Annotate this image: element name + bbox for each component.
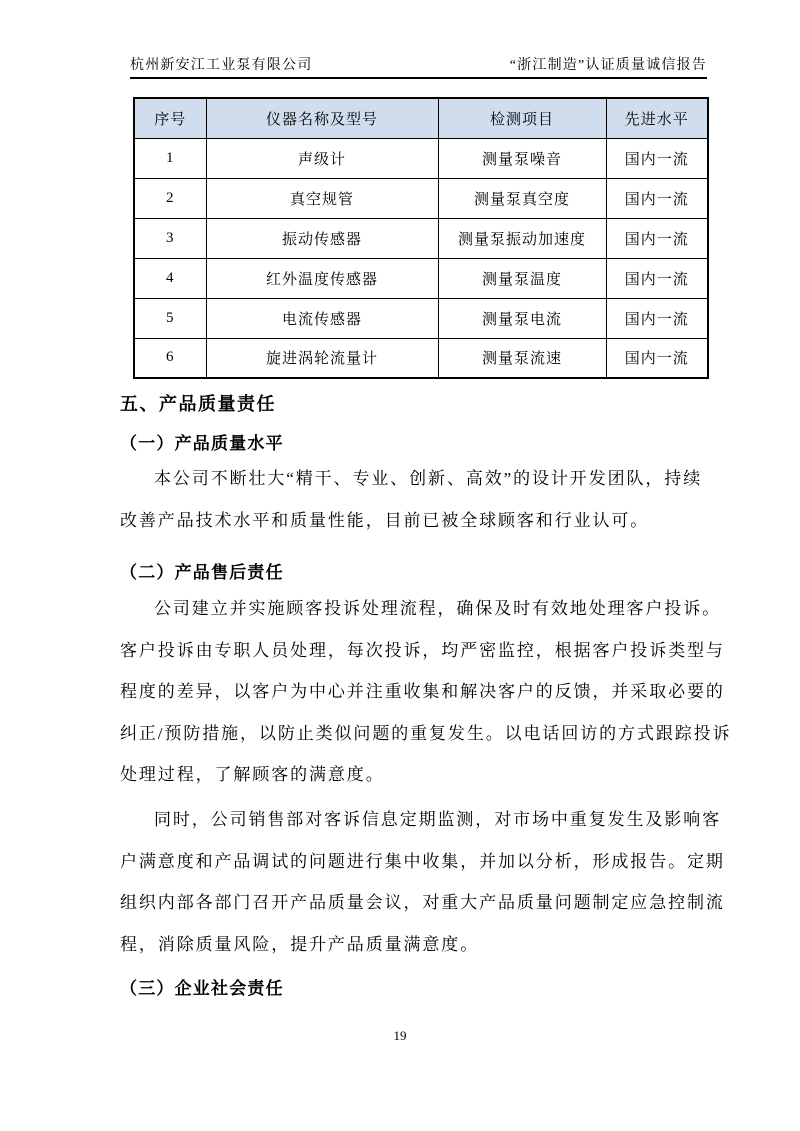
- cell-test-item: 测量泵真空度: [438, 178, 606, 218]
- cell-index: 3: [134, 218, 206, 258]
- paragraph-line: 本公司不断壮大“精干、专业、创新、高效”的设计开发团队，持续: [154, 469, 703, 488]
- cell-instrument: 振动传感器: [206, 218, 438, 258]
- paragraph-line: 改善产品技术水平和质量性能，目前已被全球顾客和行业认可。: [120, 510, 650, 530]
- page-number: 19: [393, 1028, 407, 1043]
- header-report-title: “浙江制造”认证质量诚信报告: [509, 58, 707, 73]
- table-row: [134, 138, 708, 178]
- cell-test-item: 测量泵电流: [438, 298, 606, 338]
- cell-instrument: 电流传感器: [206, 298, 438, 338]
- cell-level: 国内一流: [606, 298, 708, 338]
- table-header-row: [134, 98, 708, 138]
- col-header-index: 序号: [134, 98, 206, 138]
- paragraph-aftersale-1: [120, 588, 732, 796]
- paragraph-line: 程，消除质量风险，提升产品质量满意度。: [120, 934, 480, 954]
- cell-test-item: 测量泵流速: [438, 338, 606, 378]
- table-row: [134, 298, 708, 338]
- table-row: [134, 218, 708, 258]
- table-row: [134, 338, 708, 378]
- paragraph-line: 客户投诉由专职人员处理，每次投诉，均严密监控，根据客户投诉类型与: [120, 640, 725, 660]
- table-row: [134, 258, 708, 298]
- cell-index: 6: [134, 338, 206, 378]
- paragraph-line: 程度的差异，以客户为中心并注重收集和解决客户的反馈，并采取必要的: [120, 682, 725, 701]
- paragraph-aftersale-2: [120, 799, 725, 965]
- instruments-table: [133, 97, 709, 379]
- cell-index: 4: [134, 258, 206, 298]
- cell-level: 国内一流: [606, 218, 708, 258]
- subsection-heading-quality-level: （一）产品质量水平: [120, 434, 284, 453]
- cell-level: 国内一流: [606, 178, 708, 218]
- col-header-test-item: 检测项目: [438, 98, 606, 138]
- cell-level: 国内一流: [606, 258, 708, 298]
- paragraph-line: 纠正/预防措施，以防止类似问题的重复发生。以电话回访的方式跟踪投诉: [120, 723, 732, 743]
- cell-instrument: 真空规管: [206, 178, 438, 218]
- cell-instrument: 声级计: [206, 138, 438, 178]
- cell-index: 1: [134, 138, 206, 178]
- section-heading-product-quality-responsibility: 五、产品质量责任: [120, 394, 276, 414]
- subsection-heading-social-responsibility: （三）企业社会责任: [120, 979, 284, 998]
- col-header-instrument: 仪器名称及型号: [206, 98, 438, 138]
- cell-index: 5: [134, 298, 206, 338]
- paragraph-line: 同时，公司销售部对客诉信息定期监测，对市场中重复发生及影响客: [154, 810, 721, 829]
- paragraph-quality-level: [120, 458, 714, 541]
- cell-index: 2: [134, 178, 206, 218]
- running-header: [130, 54, 707, 79]
- header-company-name: 杭州新安江工业泵有限公司: [130, 58, 313, 73]
- cell-instrument: 旋进涡轮流量计: [206, 338, 438, 378]
- cell-test-item: 测量泵温度: [438, 258, 606, 298]
- paragraph-line: 处理过程，了解顾客的满意度。: [120, 765, 385, 784]
- subsection-heading-aftersale-responsibility: （二）产品售后责任: [120, 563, 284, 582]
- col-header-level: 先进水平: [606, 98, 708, 138]
- paragraph-line: 组织内部各部门召开产品质量会议，对重大产品质量问题制定应急控制流: [120, 893, 725, 912]
- paragraph-line: 公司建立并实施顾客投诉处理流程，确保及时有效地处理客户投诉。: [154, 599, 721, 618]
- instruments-table-wrap: [133, 97, 709, 379]
- cell-level: 国内一流: [606, 338, 708, 378]
- paragraph-line: 户满意度和产品调试的问题进行集中收集，并加以分析，形成报告。定期: [120, 851, 725, 871]
- cell-test-item: 测量泵振动加速度: [438, 218, 606, 258]
- cell-test-item: 测量泵噪音: [438, 138, 606, 178]
- cell-level: 国内一流: [606, 138, 708, 178]
- table-row: [134, 178, 708, 218]
- cell-instrument: 红外温度传感器: [206, 258, 438, 298]
